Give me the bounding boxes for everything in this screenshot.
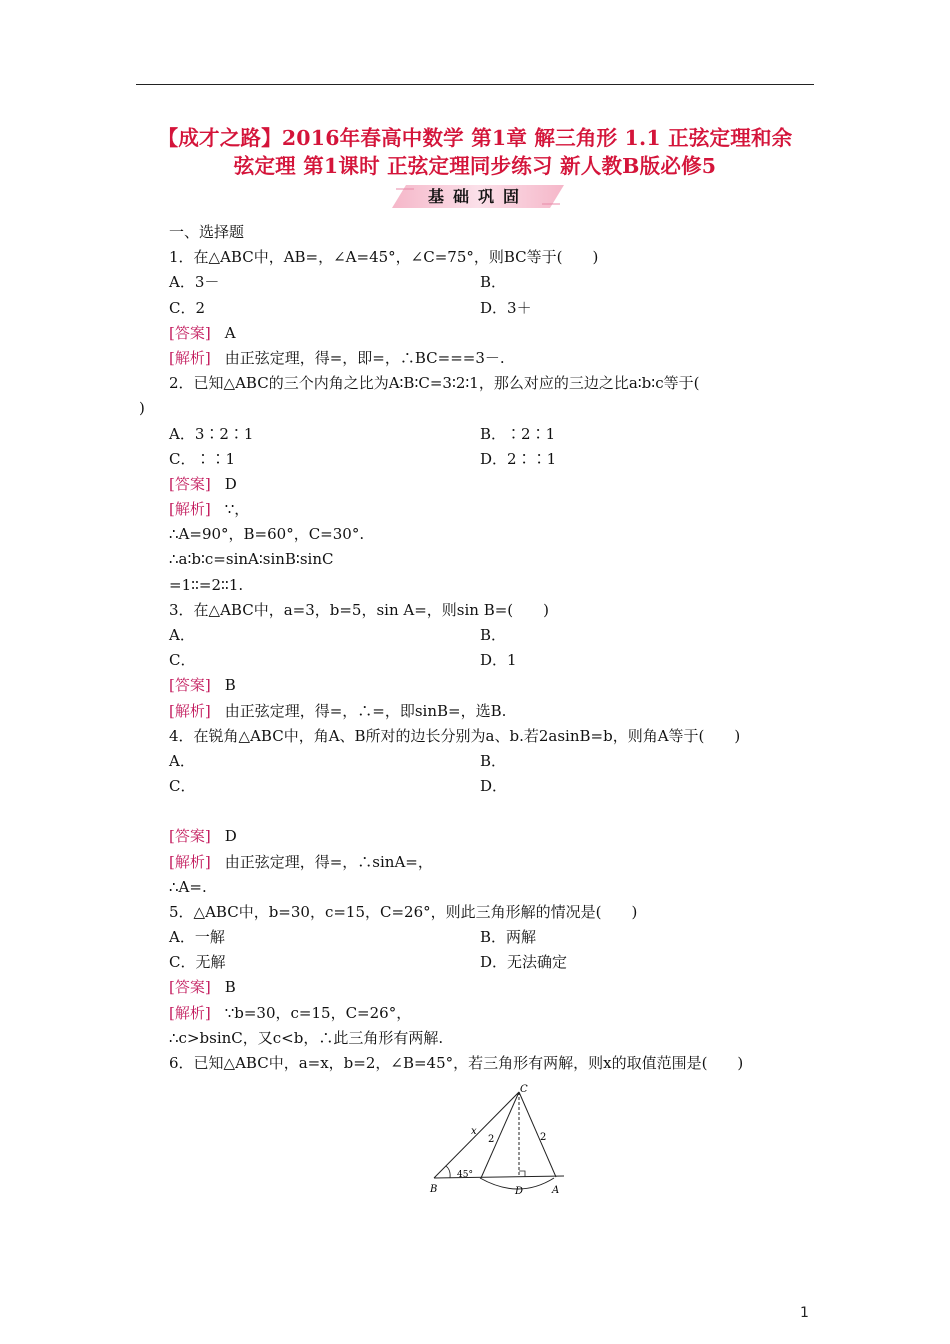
figure-side-c-left — [481, 1092, 519, 1178]
q1-answer: [答案] A — [169, 323, 236, 342]
q5-answer: [答案] B — [169, 978, 236, 997]
q2-stem-tail: ) — [139, 399, 145, 418]
q1-options-row-2 — [169, 296, 819, 321]
answer-tag: [答案] — [169, 323, 211, 342]
q5-option-c: C．无解 — [169, 953, 226, 972]
figure-label-angle: 45° — [457, 1170, 473, 1180]
q4-option-a: A． — [169, 751, 195, 770]
title-line-2: 弦定理 第1课时 正弦定理同步练习 新人教B版必修5 — [233, 154, 717, 178]
q2-option-b: B．∶2∶1 — [480, 424, 556, 443]
q2-step-3: =1∶∶=2∶∶1. — [169, 575, 244, 594]
figure-label-x: x — [471, 1126, 477, 1137]
figure-angle-arc — [446, 1166, 450, 1178]
document-title — [136, 124, 814, 180]
question-list — [139, 220, 819, 1076]
q4-stem: 4．在锐角△ABC中，角A、B所对的边长分别为a、b.若2asinB=b，则角A等于( ) — [169, 726, 741, 745]
page-number: 1 — [800, 1305, 809, 1321]
q2-options-row-2 — [169, 447, 819, 472]
answer-tag: [答案] — [169, 827, 211, 846]
figure-label-2-right: 2 — [540, 1132, 547, 1143]
q3-option-d: D．1 — [480, 651, 517, 670]
figure-right-angle-mark — [519, 1171, 525, 1177]
q5-analysis: [解析] ∵b=30，c=15，C=26°， — [169, 1003, 412, 1022]
analysis-tag: [解析] — [169, 500, 211, 519]
q3-options-row-1 — [169, 623, 819, 648]
q4-option-b: B． — [480, 751, 507, 770]
q5-step-1: ∴c>bsinC，又c<b，∴此三角形有两解. — [169, 1028, 444, 1047]
q4-option-d: D． — [480, 777, 508, 796]
q1-option-d: D．3＋ — [480, 298, 532, 317]
figure-label-a: A — [552, 1185, 560, 1196]
q5-stem: 5．△ABC中，b=30，c=15，C=26°，则此三角形解的情况是( ) — [169, 902, 638, 921]
q2-answer: [答案] D — [169, 474, 237, 493]
q5-options-row-2 — [169, 950, 819, 975]
q1-options-row-1 — [169, 270, 819, 295]
q1-option-b: B． — [480, 273, 507, 292]
q2-option-d: D．2∶∶1 — [480, 449, 557, 468]
figure-label-2-left: 2 — [488, 1134, 495, 1145]
q3-option-c: C． — [169, 651, 196, 670]
q2-options-row-1 — [169, 422, 819, 447]
q5-option-d: D．无法确定 — [480, 953, 568, 972]
analysis-tag: [解析] — [169, 701, 211, 720]
q5-options-row-1 — [169, 925, 819, 950]
q4-options-row-1 — [169, 749, 819, 774]
figure-label-d: D — [515, 1186, 524, 1197]
q2-analysis: [解析] ∵， — [169, 500, 250, 519]
q4-step-1: ∴A=. — [169, 877, 207, 896]
q1-analysis: [解析] 由正弦定理，得=，即=，∴BC===3－. — [169, 348, 505, 367]
q5-option-b: B．两解 — [480, 928, 537, 947]
answer-tag: [答案] — [169, 474, 211, 493]
q2-stem: 2．已知△ABC的三个内角之比为A∶B∶C=3∶2∶1，那么对应的三边之比a∶b∶c等于( — [169, 374, 700, 393]
q6-stem: 6．已知△ABC中，a=x，b=2，∠B=45°，若三角形有两解，则x的取值范围是( ) — [169, 1054, 744, 1072]
q4-answer: [答案] D — [169, 827, 237, 846]
title-line-1: 【成才之路】2016年春高中数学 第1章 解三角形 1.1 正弦定理和余 — [157, 126, 793, 150]
answer-tag: [答案] — [169, 676, 211, 695]
q3-answer: [答案] B — [169, 676, 236, 695]
q1-option-c: C．2 — [169, 298, 206, 317]
q5-option-a: A．一解 — [169, 928, 225, 947]
figure-label-b: B — [430, 1184, 438, 1195]
analysis-tag: [解析] — [169, 348, 211, 367]
q1-option-a: A．3－ — [169, 273, 220, 292]
q3-analysis: [解析] 由正弦定理，得=，∴=，即sinB=，选B. — [169, 701, 507, 720]
blank-gap — [169, 799, 819, 824]
analysis-tag: [解析] — [169, 852, 211, 871]
q4-options-row-2 — [169, 774, 819, 799]
q3-option-a: A． — [169, 626, 195, 644]
section-banner-label: 基础巩固 — [427, 187, 528, 206]
q2-option-c: C．∶∶1 — [169, 449, 236, 468]
answer-tag: [答案] — [169, 978, 211, 997]
analysis-tag: [解析] — [169, 1003, 211, 1022]
q2-step-2: ∴a∶b∶c=sinA∶sinB∶sinC — [169, 550, 334, 569]
header-rule — [136, 84, 814, 85]
q4-option-c: C． — [169, 777, 196, 796]
q2-step-1: ∴A=90°，B=60°，C=30°. — [169, 525, 365, 544]
triangle-figure — [424, 1084, 568, 1200]
q2-option-a: A．3∶2∶1 — [169, 424, 254, 443]
q3-options-row-2 — [169, 648, 819, 673]
q3-stem: 3．在△ABC中，a=3，b=5，sin A=，则sin B=( ) — [169, 600, 550, 619]
figure-side-ca — [519, 1092, 556, 1177]
figure-label-c: C — [520, 1084, 528, 1095]
figure-base-line — [434, 1176, 564, 1178]
section-heading: 一、选择题 — [169, 223, 245, 241]
q1-stem: 1．在△ABC中，AB=，∠A=45°，∠C=75°，则BC等于( ) — [169, 248, 599, 267]
q3-option-b: B． — [480, 626, 507, 644]
q4-analysis: [解析] 由正弦定理，得=，∴sinA=， — [169, 852, 433, 871]
